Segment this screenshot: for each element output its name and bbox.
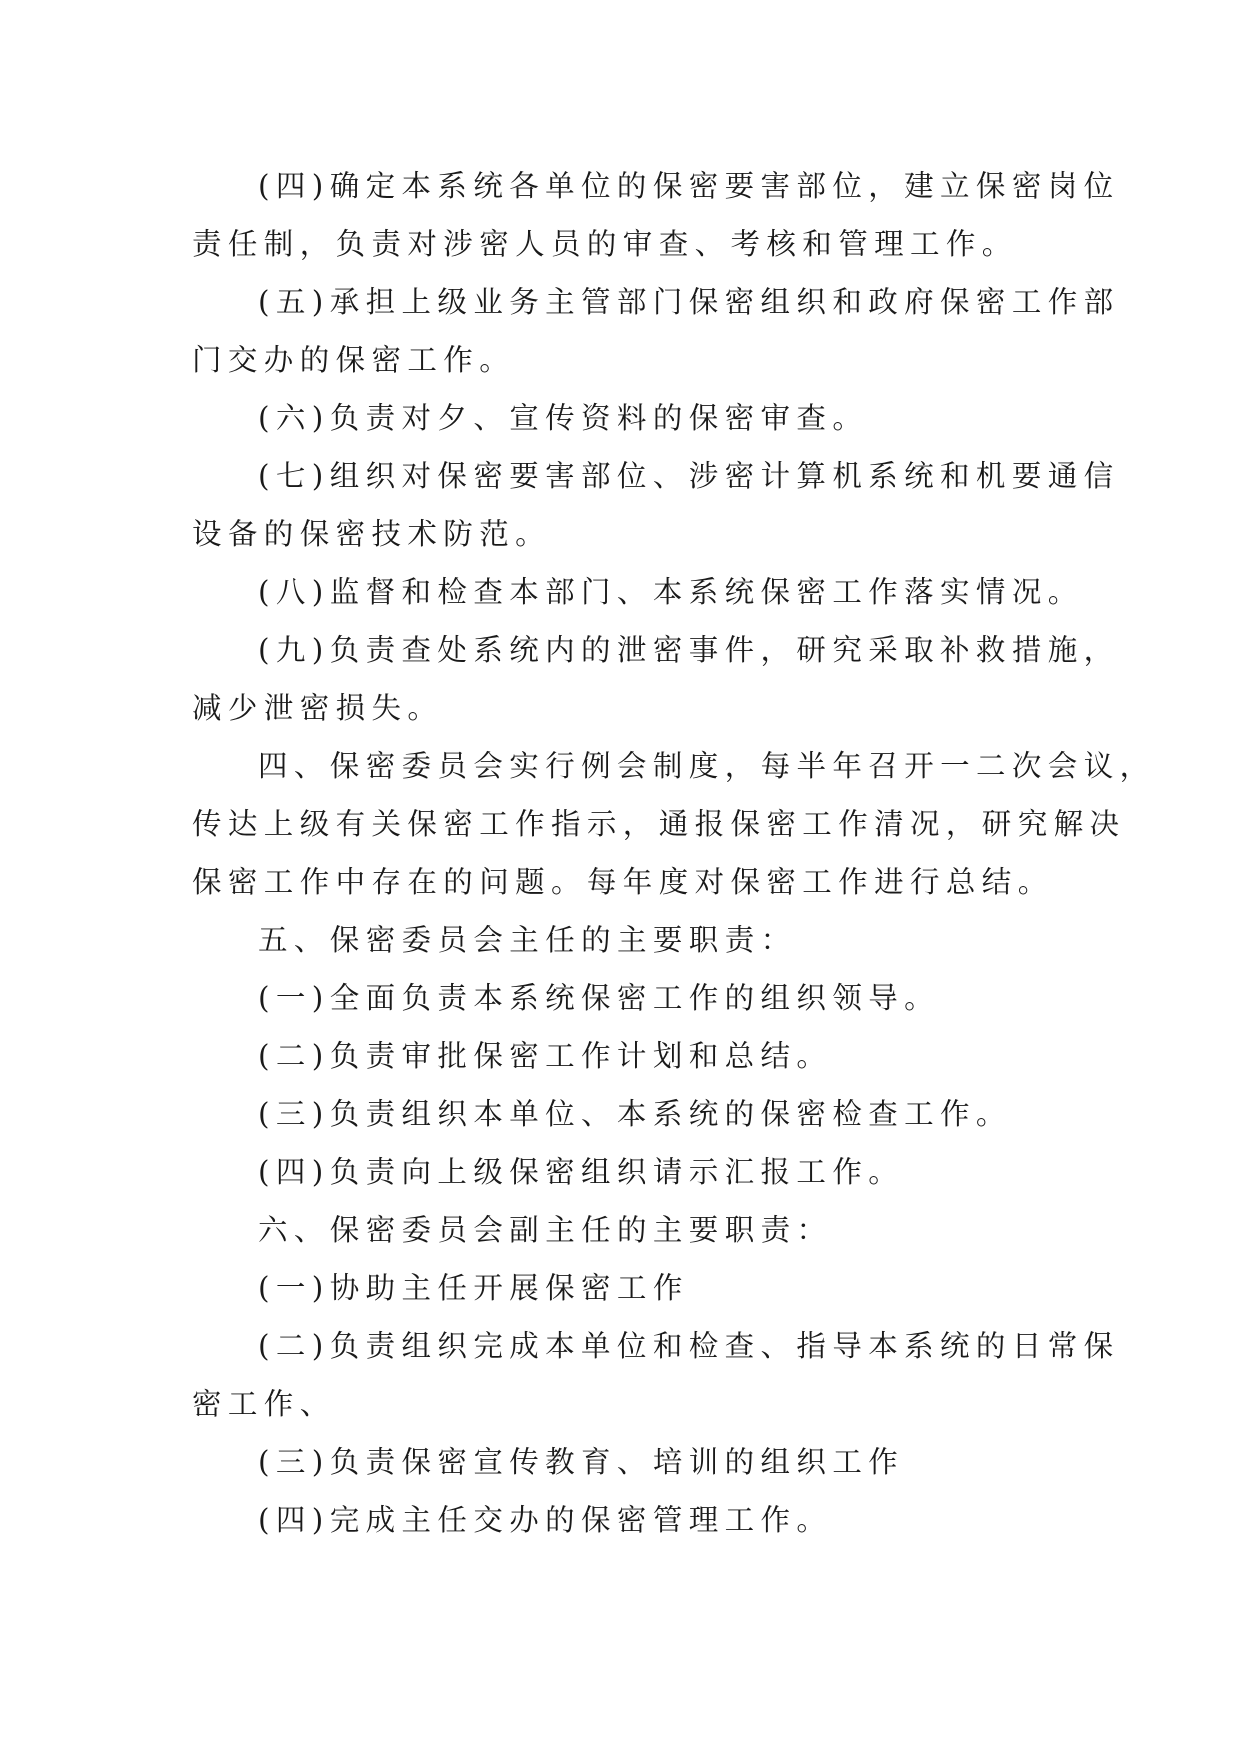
paragraph-line: 四、保密委员会实行例会制度，每半年召开一二次会议，	[258, 749, 1156, 783]
paragraph-line: 设备的保密技术防范。	[192, 517, 552, 551]
paragraph-line: (一)全面负责本系统保密工作的组织领导。	[258, 981, 941, 1015]
paragraph-line: 门交办的保密工作。	[192, 343, 516, 377]
paragraph-line: (四)确定本系统各单位的保密要害部位，建立保密岗位	[258, 169, 1120, 203]
paragraph-line: (六)负责对夕、宣传资料的保密审查。	[258, 401, 869, 435]
paragraph-line: (四)完成主任交办的保密管理工作。	[258, 1503, 833, 1537]
paragraph-line: 密工作、	[192, 1387, 336, 1421]
section-heading: 六、保密委员会副主任的主要职责：	[258, 1213, 833, 1247]
paragraph-line: (五)承担上级业务主管部门保密组织和政府保密工作部	[258, 285, 1120, 319]
paragraph-line: (一)协助主任开展保密工作	[258, 1271, 689, 1305]
paragraph-line: (三)负责保密宣传教育、培训的组织工作	[258, 1445, 905, 1479]
paragraph-line: (四)负责向上级保密组织请示汇报工作。	[258, 1155, 905, 1189]
paragraph-line: (二)负责组织完成本单位和检查、指导本系统的日常保	[258, 1329, 1120, 1363]
section-heading: 五、保密委员会主任的主要职责：	[258, 923, 797, 957]
paragraph-line: 传达上级有关保密工作指示，通报保密工作清况，研究解决	[192, 807, 1126, 841]
paragraph-line: 保密工作中存在的问题。每年度对保密工作进行总结。	[192, 865, 1054, 899]
paragraph-line: (二)负责审批保密工作计划和总结。	[258, 1039, 833, 1073]
paragraph-line: (九)负责查处系统内的泄密事件，研究采取补救措施，	[258, 633, 1120, 667]
paragraph-line: 减少泄密损失。	[192, 691, 444, 725]
paragraph-line: (七)组织对保密要害部位、涉密计算机系统和机要通信	[258, 459, 1120, 493]
document-body	[192, 157, 1156, 1549]
paragraph-line: (三)负责组织本单位、本系统的保密检查工作。	[258, 1097, 1012, 1131]
paragraph-line: 责任制，负责对涉密人员的审查、考核和管理工作。	[192, 227, 1018, 261]
paragraph-line: (八)监督和检查本部门、本系统保密工作落实情况。	[258, 575, 1084, 609]
